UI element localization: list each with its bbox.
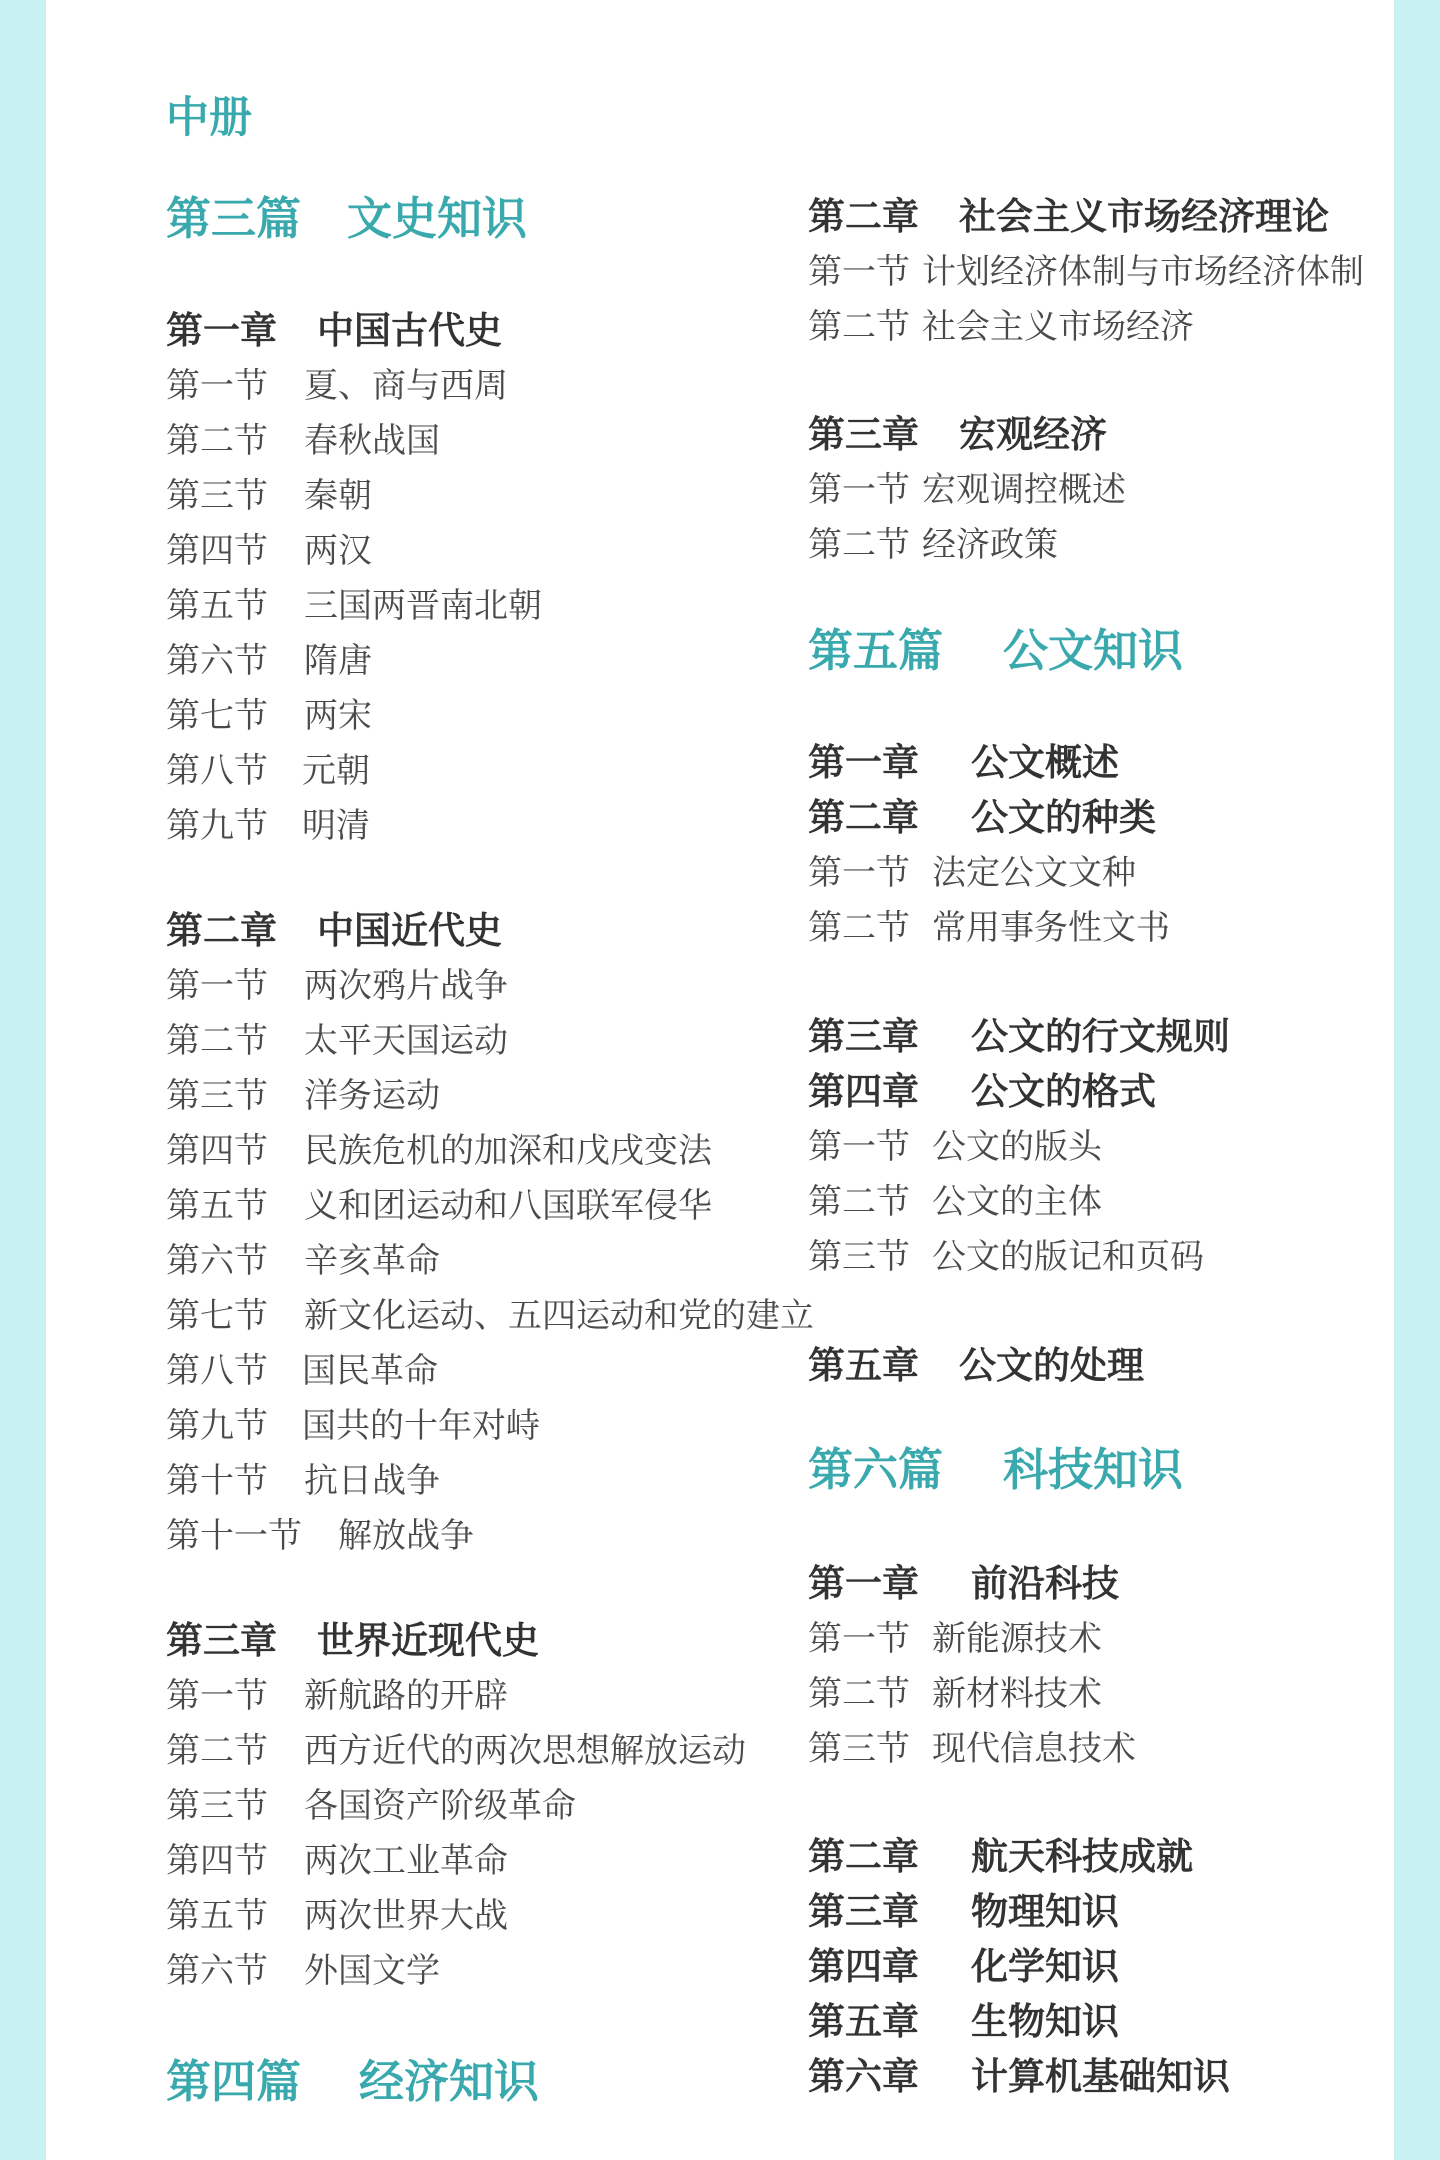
section-number: 第二节: [166, 1731, 268, 1771]
chapter-heading: [808, 1335, 1144, 1389]
section-title: 西方近代的两次思想解放运动: [304, 1731, 746, 1771]
section-title: 国民革命: [302, 1351, 438, 1391]
part-title: 公文知识: [1003, 624, 1184, 677]
section-title: 明清: [302, 806, 370, 846]
section-title: 国共的十年对峙: [302, 1406, 540, 1446]
part-title: 科技知识: [1003, 1443, 1184, 1496]
chapter-heading: [808, 1991, 1119, 2045]
section-title: 公文的版头: [932, 1127, 1102, 1167]
section-item: [166, 743, 370, 792]
section-title: 隋唐: [304, 641, 372, 681]
part-number: 第三篇: [166, 192, 302, 245]
section-title: 元朝: [302, 751, 370, 791]
volume-title: 中册: [166, 93, 252, 143]
section-number: 第一节: [808, 470, 910, 510]
section-number: 第五节: [166, 1186, 268, 1226]
section-item: [808, 1174, 1102, 1223]
toc-page: [46, 0, 1394, 2160]
section-number: 第二节: [166, 421, 268, 461]
section-item: [166, 1288, 814, 1337]
section-number: 第八节: [166, 1351, 268, 1391]
chapter-title: 中国近代史: [317, 909, 502, 952]
section-item: [808, 1229, 1204, 1278]
section-number: 第九节: [166, 806, 268, 846]
section-number: 第五节: [166, 1896, 268, 1936]
chapter-title: 计算机基础知识: [971, 2055, 1230, 2098]
part-heading: [166, 2045, 539, 2110]
chapter-title: 前沿科技: [971, 1562, 1119, 1605]
chapter-number: 第六章: [808, 2055, 919, 2098]
section-title: 社会主义市场经济: [922, 307, 1194, 347]
section-item: [808, 1611, 1102, 1660]
section-item: [166, 633, 372, 682]
chapter-heading: [808, 787, 1156, 841]
section-title: 经济政策: [922, 525, 1058, 565]
chapter-number: 第一章: [808, 1562, 919, 1605]
part-title: 经济知识: [359, 2055, 540, 2108]
section-title: 民族危机的加深和戊戌变法: [304, 1131, 712, 1171]
section-number: 第一节: [808, 853, 910, 893]
part-heading: [808, 614, 1183, 679]
section-item: [166, 1943, 440, 1992]
section-number: 第五节: [166, 586, 268, 626]
section-number: 第二节: [808, 525, 910, 565]
chapter-number: 第五章: [808, 1344, 919, 1387]
section-number: 第三节: [166, 476, 268, 516]
section-title: 常用事务性文书: [932, 908, 1170, 948]
chapter-heading: [166, 300, 502, 354]
section-title: 计划经济体制与市场经济体制: [922, 252, 1364, 292]
section-item: [808, 244, 1364, 293]
section-item: [166, 1343, 438, 1392]
section-title: 义和团运动和八国联军侵华: [304, 1186, 712, 1226]
section-number: 第十一节: [166, 1516, 302, 1556]
section-title: 法定公文文种: [932, 853, 1136, 893]
section-number: 第四节: [166, 1131, 268, 1171]
section-number: 第一节: [166, 1676, 268, 1716]
chapter-heading: [808, 1826, 1193, 1880]
section-item: [166, 468, 372, 517]
chapter-title: 化学知识: [971, 1945, 1119, 1988]
chapter-title: 公文的行文规则: [971, 1015, 1230, 1058]
chapter-heading: [166, 1610, 539, 1664]
section-number: 第六节: [166, 1241, 268, 1281]
section-number: 第二节: [166, 1021, 268, 1061]
chapter-number: 第四章: [808, 1070, 919, 1113]
section-number: 第一节: [808, 1619, 910, 1659]
section-title: 新能源技术: [932, 1619, 1102, 1659]
section-number: 第七节: [166, 1296, 268, 1336]
section-number: 第三节: [808, 1237, 910, 1277]
chapter-number: 第二章: [808, 1835, 919, 1878]
chapter-heading: [808, 1006, 1230, 1060]
section-title: 各国资产阶级革命: [304, 1786, 576, 1826]
section-title: 抗日战争: [304, 1461, 440, 1501]
section-item: [808, 462, 1126, 511]
section-item: [808, 845, 1136, 894]
section-title: 辛亥革命: [304, 1241, 440, 1281]
section-title: 公文的版记和页码: [932, 1237, 1204, 1277]
chapter-number: 第三章: [166, 1619, 277, 1662]
section-title: 宏观调控概述: [922, 470, 1126, 510]
section-item: [166, 688, 372, 737]
section-number: 第一节: [808, 252, 910, 292]
chapter-title: 社会主义市场经济理论: [959, 195, 1329, 238]
chapter-number: 第四章: [808, 1945, 919, 1988]
section-number: 第二节: [808, 307, 910, 347]
chapter-number: 第二章: [808, 796, 919, 839]
section-item: [166, 1723, 746, 1772]
section-title: 新航路的开辟: [304, 1676, 508, 1716]
part-number: 第六篇: [808, 1443, 944, 1496]
part-heading: [808, 1433, 1183, 1498]
section-item: [166, 1778, 576, 1827]
section-item: [166, 1508, 474, 1557]
section-item: [808, 1119, 1102, 1168]
section-item: [166, 1398, 540, 1447]
section-number: 第三节: [166, 1786, 268, 1826]
section-number: 第一节: [808, 1127, 910, 1167]
section-title: 两次世界大战: [304, 1896, 508, 1936]
chapter-heading: [166, 900, 502, 954]
chapter-title: 宏观经济: [959, 413, 1107, 456]
section-title: 外国文学: [304, 1951, 440, 1991]
section-item: [166, 578, 542, 627]
section-number: 第四节: [166, 531, 268, 571]
chapter-title: 生物知识: [971, 2000, 1119, 2043]
section-number: 第六节: [166, 1951, 268, 1991]
section-title: 两宋: [304, 696, 372, 736]
chapter-title: 公文概述: [971, 741, 1119, 784]
section-title: 两次工业革命: [304, 1841, 508, 1881]
chapter-heading: [808, 1553, 1119, 1607]
chapter-heading: [808, 1936, 1119, 1990]
section-title: 三国两晋南北朝: [304, 586, 542, 626]
section-title: 两汉: [304, 531, 372, 571]
section-item: [166, 1233, 440, 1282]
section-item: [166, 1123, 712, 1172]
section-number: 第一节: [166, 366, 268, 406]
section-title: 秦朝: [304, 476, 372, 516]
section-number: 第七节: [166, 696, 268, 736]
chapter-number: 第三章: [808, 413, 919, 456]
section-item: [166, 1668, 508, 1717]
part-number: 第四篇: [166, 2055, 302, 2108]
section-item: [166, 358, 508, 407]
section-number: 第三节: [808, 1729, 910, 1769]
section-title: 解放战争: [338, 1516, 474, 1556]
chapter-title: 公文的处理: [959, 1344, 1144, 1387]
chapter-number: 第三章: [808, 1015, 919, 1058]
section-item: [808, 1666, 1102, 1715]
section-title: 现代信息技术: [932, 1729, 1136, 1769]
chapter-heading: [808, 186, 1329, 240]
chapter-number: 第五章: [808, 2000, 919, 2043]
section-number: 第二节: [808, 1182, 910, 1222]
section-title: 夏、商与西周: [304, 366, 508, 406]
chapter-title: 公文的格式: [971, 1070, 1156, 1113]
section-item: [808, 1721, 1136, 1770]
chapter-number: 第三章: [808, 1890, 919, 1933]
section-number: 第八节: [166, 751, 268, 791]
chapter-title: 航天科技成就: [971, 1835, 1193, 1878]
section-item: [808, 299, 1194, 348]
chapter-number: 第二章: [166, 909, 277, 952]
chapter-heading: [808, 1881, 1119, 1935]
chapter-heading: [808, 404, 1107, 458]
chapter-title: 物理知识: [971, 1890, 1119, 1933]
section-title: 公文的主体: [932, 1182, 1102, 1222]
chapter-number: 第一章: [166, 309, 277, 352]
section-item: [166, 523, 372, 572]
chapter-heading: [808, 2046, 1230, 2100]
section-item: [166, 958, 508, 1007]
section-item: [166, 413, 440, 462]
chapter-title: 公文的种类: [971, 796, 1156, 839]
section-title: 新材料技术: [932, 1674, 1102, 1714]
section-item: [166, 1833, 508, 1882]
section-item: [166, 1013, 508, 1062]
section-number: 第十节: [166, 1461, 268, 1501]
chapter-heading: [808, 1061, 1156, 1115]
chapter-title: 世界近现代史: [317, 1619, 539, 1662]
chapter-number: 第二章: [808, 195, 919, 238]
section-title: 春秋战国: [304, 421, 440, 461]
chapter-title: 中国古代史: [317, 309, 502, 352]
section-title: 太平天国运动: [304, 1021, 508, 1061]
section-item: [166, 1178, 712, 1227]
section-item: [166, 1888, 508, 1937]
section-number: 第九节: [166, 1406, 268, 1446]
section-item: [166, 798, 370, 847]
part-number: 第五篇: [808, 624, 944, 677]
section-title: 两次鸦片战争: [304, 966, 508, 1006]
part-heading: [166, 182, 527, 247]
section-number: 第六节: [166, 641, 268, 681]
section-item: [808, 517, 1058, 566]
section-item: [166, 1068, 440, 1117]
section-title: 新文化运动、五四运动和党的建立: [304, 1296, 814, 1336]
section-item: [808, 900, 1170, 949]
section-number: 第二节: [808, 908, 910, 948]
section-number: 第四节: [166, 1841, 268, 1881]
chapter-heading: [808, 732, 1119, 786]
part-title: 文史知识: [347, 192, 528, 245]
chapter-number: 第一章: [808, 741, 919, 784]
section-number: 第一节: [166, 966, 268, 1006]
section-item: [166, 1453, 440, 1502]
section-title: 洋务运动: [304, 1076, 440, 1116]
section-number: 第三节: [166, 1076, 268, 1116]
section-number: 第二节: [808, 1674, 910, 1714]
